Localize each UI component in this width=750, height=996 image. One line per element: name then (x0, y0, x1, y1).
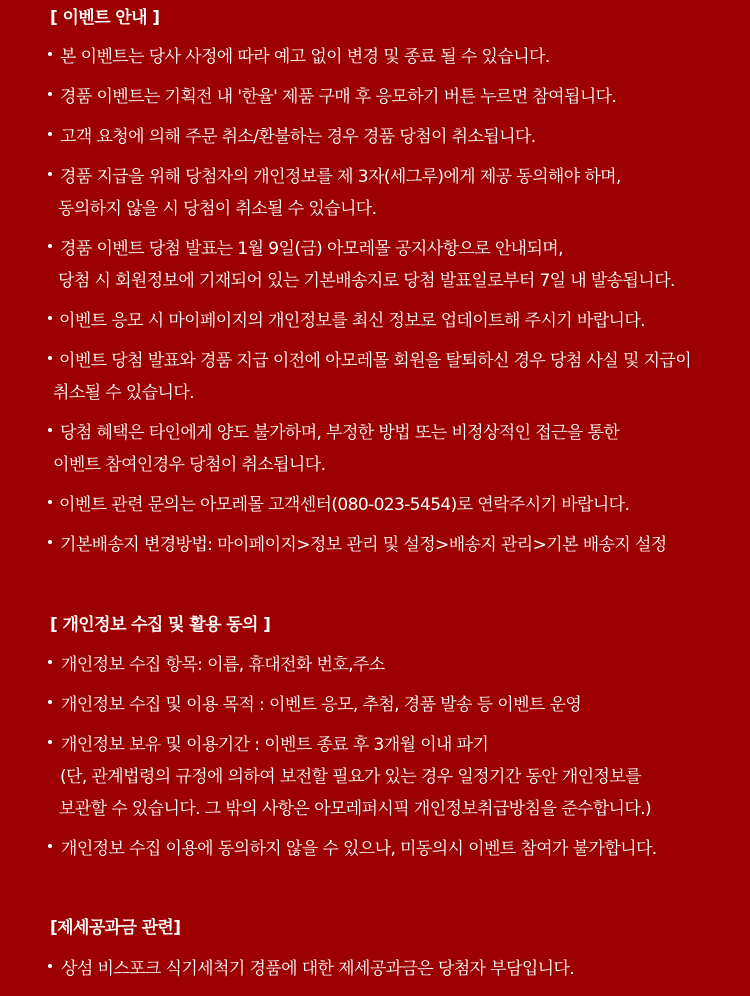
event-notice-title: [ 이벤트 안내 ] (50, 8, 160, 28)
event-notice-item: 경품 이벤트는 기획전 내 '한율' 제품 구매 후 응모하기 버튼 누르면 참여됩니다. (60, 87, 617, 107)
event-notice-item-cont: 이벤트 참여인경우 당첨이 취소됩니다. (53, 455, 326, 475)
event-notice-item: 이벤트 당첨 발표와 경품 지급 이전에 아모레몰 회원을 탈퇴하신 경우 당첨 사실 및 지급이 (59, 351, 692, 371)
event-notice-item: 고객 요청에 의해 주문 취소/환불하는 경우 경품 당첨이 취소됩니다. (60, 127, 536, 147)
event-notice-item: 경품 지급을 위해 당첨자의 개인정보를 제 3자(세그루)에게 제공 동의해야 하며, (60, 167, 621, 187)
privacy-item-cont: 보관할 수 있습니다. 그 밖의 사항은 아모레퍼시픽 개인정보취급방침을 준수합니다.) (59, 799, 652, 819)
event-notice-item: 이벤트 응모 시 마이페이지의 개인정보를 최신 정보로 업데이트해 주시기 바랍니다. (59, 311, 645, 331)
event-notice-item: 본 이벤트는 당사 사정에 따라 예고 없이 변경 및 종료 될 수 있습니다. (60, 47, 550, 67)
privacy-item-cont: (단, 관계법령의 규정에 의하여 보전할 필요가 있는 경우 일정기간 동안 개인정보를 (60, 767, 641, 787)
privacy-item: 개인정보 수집 및 이용 목적 : 이벤트 응모, 추첨, 경품 발송 등 이벤트 운영 (61, 695, 582, 715)
tax-title: [제세공과금 관련] (50, 918, 181, 938)
event-notice-item: 경품 이벤트 당첨 발표는 1월 9일(금) 아모레몰 공지사항으로 안내되며, (60, 239, 563, 259)
event-notice-item-cont: 동의하지 않을 시 당첨이 취소될 수 있습니다. (58, 199, 377, 219)
privacy-item: 개인정보 보유 및 이용기간 : 이벤트 종료 후 3개월 이내 파기 (61, 735, 489, 755)
event-notice-item: 당첨 혜택은 타인에게 양도 불가하며, 부정한 방법 또는 비정상적인 접근을 통한 (60, 423, 620, 443)
event-notice-item: 이벤트 관련 문의는 아모레몰 고객센터(080-023-5454)로 연락주시기 바랍니다. (59, 495, 630, 515)
tax-item: 상섬 비스포크 식기세척기 경품에 대한 제세공과금은 당첨자 부담입니다. (61, 959, 575, 979)
event-notice-item-cont: 당첨 시 회원정보에 기재되어 있는 기본배송지로 당첨 발표일로부터 7일 내 발송됩니다. (58, 271, 675, 291)
privacy-item: 개인정보 수집 이용에 동의하지 않을 수 있으나, 미동의시 이벤트 참여가 불가합니다. (61, 839, 657, 859)
privacy-title: [ 개인정보 수집 및 활용 동의 ] (50, 615, 271, 635)
privacy-item: 개인정보 수집 항목: 이름, 휴대전화 번호,주소 (61, 655, 385, 675)
event-notice-item: 기본배송지 변경방법: 마이페이지>정보 관리 및 설정>배송지 관리>기본 배송지 설정 (60, 535, 667, 555)
event-notice-item-cont: 취소될 수 있습니다. (53, 383, 194, 403)
